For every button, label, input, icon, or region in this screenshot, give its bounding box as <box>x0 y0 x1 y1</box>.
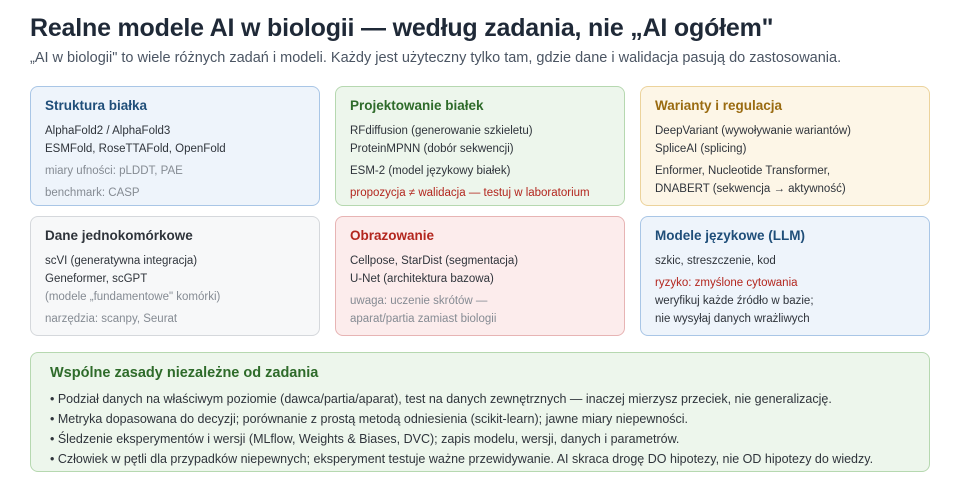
card-title: Warianty i regulacja <box>655 98 783 113</box>
card-variants-regulation <box>640 86 930 206</box>
card-title: Dane jednokomórkowe <box>45 228 193 243</box>
card-protein-structure <box>30 86 320 206</box>
principles-title: Wspólne zasady niezależne od zadania <box>50 365 319 381</box>
card-line: DNABERT (sekwencja → aktywność) <box>655 183 846 195</box>
card-line: DeepVariant (wywoływanie wariantów) <box>655 125 852 137</box>
card-language-models <box>640 216 930 336</box>
card-line: Enformer, Nucleotide Transformer, <box>655 165 831 177</box>
card-note: narzędzia: scanpy, Seurat <box>45 313 178 325</box>
card-title: Obrazowanie <box>350 228 435 243</box>
card-line: RFdiffusion (generowanie szkieletu) <box>350 125 533 137</box>
card-title: Projektowanie białek <box>350 98 484 113</box>
page-subtitle: „AI w biologii" to wiele różnych zadań i modeli. Każdy jest użyteczny tylko tam, gdzie dane i walidacja pasują do zastosowania. <box>30 50 842 66</box>
card-title: Modele językowe (LLM) <box>655 228 806 243</box>
card-note: (modele „fundamentowe" komórki) <box>45 291 221 303</box>
card-line: ProteinMPNN (dobór sekwencji) <box>350 143 514 155</box>
card-warning: propozycja ≠ walidacja — testuj w laboratorium <box>350 187 590 199</box>
card-line: AlphaFold2 / AlphaFold3 <box>45 125 171 137</box>
card-line: ESMFold, RoseTTAFold, OpenFold <box>45 143 226 155</box>
card-line: ESM-2 (model językowy białek) <box>350 165 511 177</box>
card-note: miary ufności: pLDDT, PAE <box>45 165 183 177</box>
card-line: nie wysyłaj danych wrażliwych <box>655 313 810 325</box>
card-line: SpliceAI (splicing) <box>655 143 747 155</box>
card-title: Struktura białka <box>45 98 148 113</box>
principle-item: • Podział danych na właściwym poziomie (dawca/partia/aparat), test na danych zewnętrznych — inaczej mierzysz przeciek, nie generalizację. <box>50 392 832 406</box>
principle-item: • Metryka dopasowana do decyzji; porównanie z prostą metodą odniesienia (scikit-learn); jawne miary niepewności. <box>50 412 689 426</box>
principle-item: • Śledzenie eksperymentów i wersji (MLflow, Weights & Biases, DVC); zapis modelu, wersji, danych i parametrów. <box>50 432 680 446</box>
card-line: scVI (generatywna integracja) <box>45 255 198 267</box>
card-warning: ryzyko: zmyślone cytowania <box>655 277 798 289</box>
card-single-cell <box>30 216 320 336</box>
card-line: Geneformer, scGPT <box>45 273 148 285</box>
card-line: szkic, streszczenie, kod <box>655 255 776 267</box>
card-protein-design <box>335 86 625 206</box>
card-line: weryfikuj każde źródło w bazie; <box>655 295 814 307</box>
card-line: U-Net (architektura bazowa) <box>350 273 494 285</box>
principles-panel <box>30 352 930 472</box>
card-imaging <box>335 216 625 336</box>
card-note: benchmark: CASP <box>45 187 140 199</box>
page-title: Realne modele AI w biologii — według zadania, nie „AI ogółem" <box>30 14 774 42</box>
card-line: Cellpose, StarDist (segmentacja) <box>350 255 519 267</box>
principle-item: • Człowiek w pętli dla przypadków niepewnych; eksperyment testuje ważne przewidywanie. AI skraca drogę DO hipotezy, nie OD hipotezy do wiedzy. <box>50 452 874 466</box>
card-note: uwaga: uczenie skrótów — <box>350 295 488 307</box>
card-note: aparat/partia zamiast biologii <box>350 313 497 325</box>
